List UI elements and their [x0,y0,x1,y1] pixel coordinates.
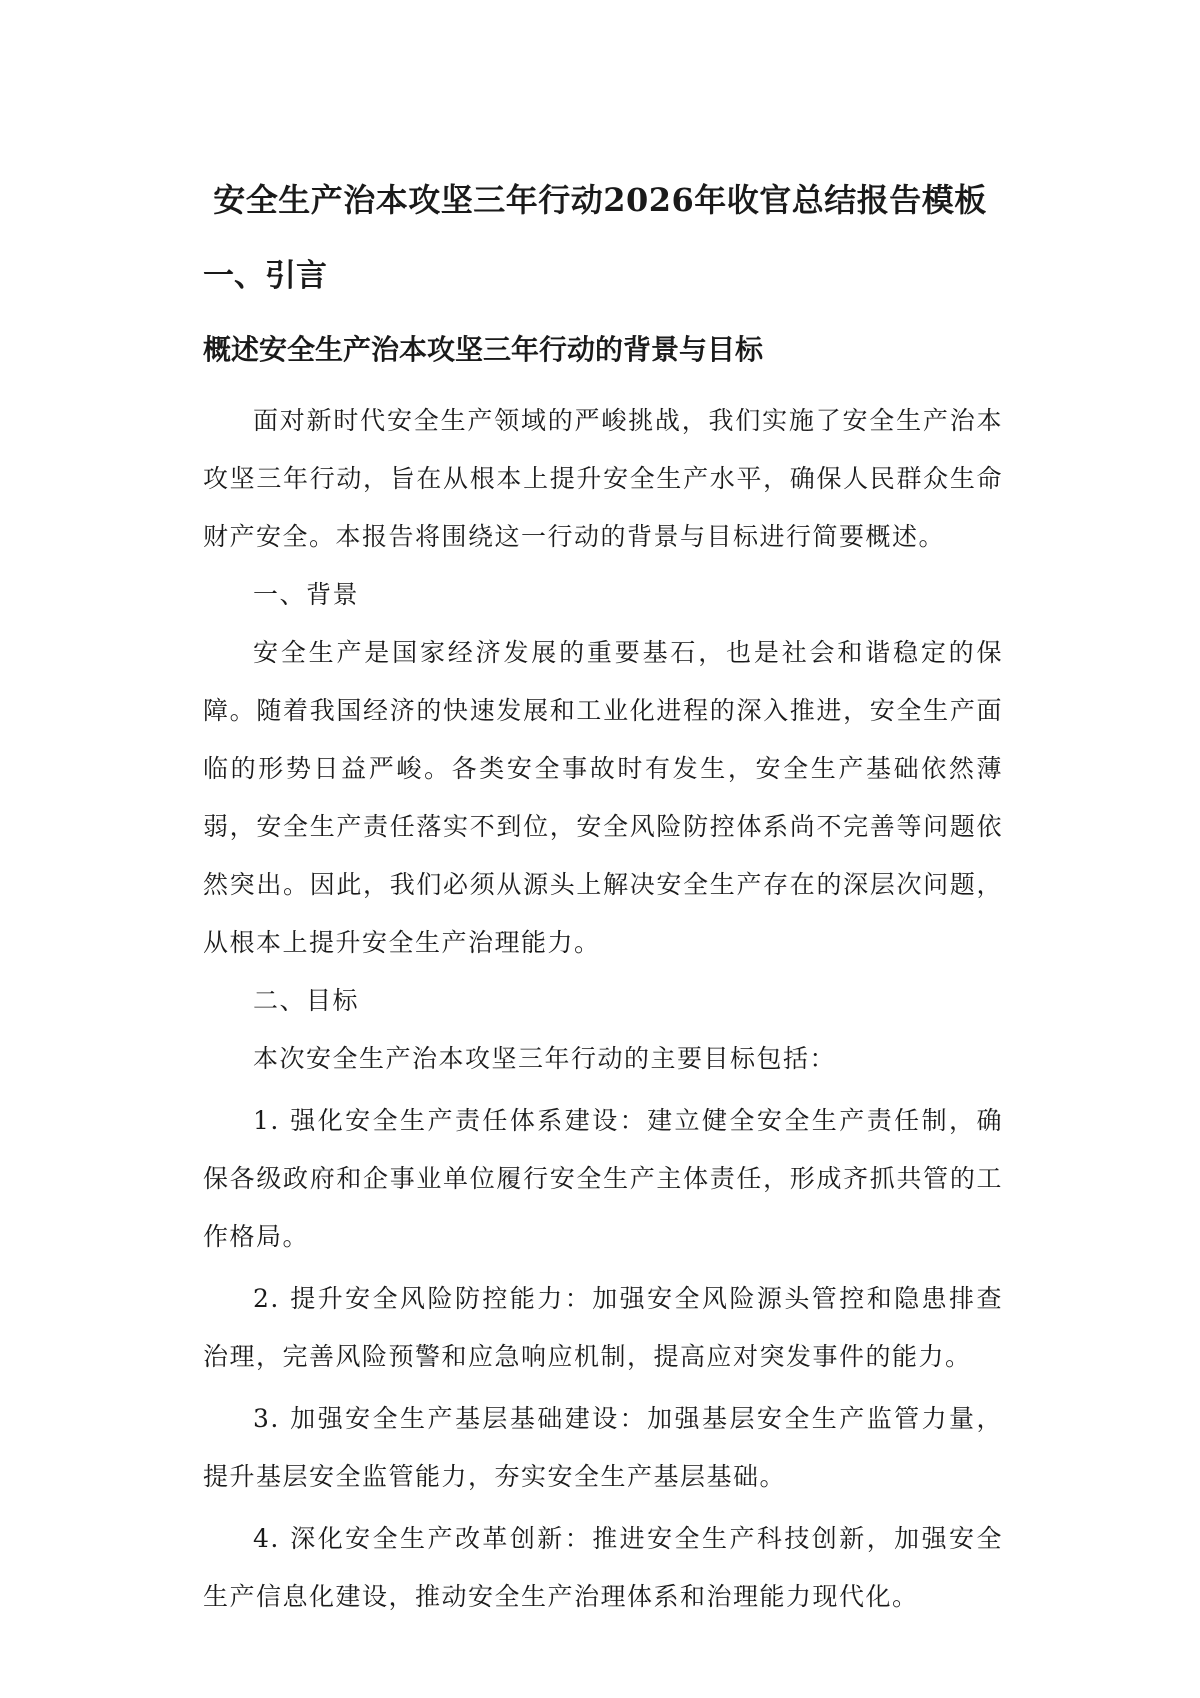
document-title: 安全生产治本攻坚三年行动2026年收官总结报告模板 [213,181,987,219]
goals-heading: 二、目标 [253,986,360,1015]
goal-item-1: 1. 强化安全生产责任体系建设：建立健全安全生产责任制，确保各级政府和企事业单位履行安全生产主体责任，形成齐抓共管的工作格局。 [203,1106,1003,1251]
goal-item-2: 2. 提升安全风险防控能力：加强安全风险源头管控和隐患排查治理，完善风险预警和应急响应机制，提高应对突发事件的能力。 [203,1284,1003,1371]
goal-item-3: 3. 加强安全生产基层基础建设：加强基层安全生产监管力量，提升基层安全监管能力，夯实安全生产基层基础。 [203,1404,1003,1491]
goals-intro-paragraph: 本次安全生产治本攻坚三年行动的主要目标包括： [253,1044,837,1073]
background-paragraph: 安全生产是国家经济发展的重要基石，也是社会和谐稳定的保障。随着我国经济的快速发展和工业化进程的深入推进，安全生产面临的形势日益严峻。各类安全事故时有发生，安全生产基础依然薄弱，安全生产责任落实不到位，安全风险防控体系尚不完善等问题依然突出。因此，我们必须从源头上解决安全生产存在的深层次问题，从根本上提升安全生产治理能力。 [203,638,1003,957]
background-heading: 一、背景 [253,580,360,609]
goal-item-4: 4. 深化安全生产改革创新：推进安全生产科技创新，加强安全生产信息化建设，推动安全生产治理体系和治理能力现代化。 [203,1524,1003,1611]
intro-paragraph: 面对新时代安全生产领域的严峻挑战，我们实施了安全生产治本攻坚三年行动，旨在从根本上提升安全生产水平，确保人民群众生命财产安全。本报告将围绕这一行动的背景与目标进行简要概述。 [203,406,1003,551]
document-body [203,392,1003,1626]
subsection-heading: 概述安全生产治本攻坚三年行动的背景与目标 [203,333,764,366]
section-heading: 一、引言 [203,258,327,294]
